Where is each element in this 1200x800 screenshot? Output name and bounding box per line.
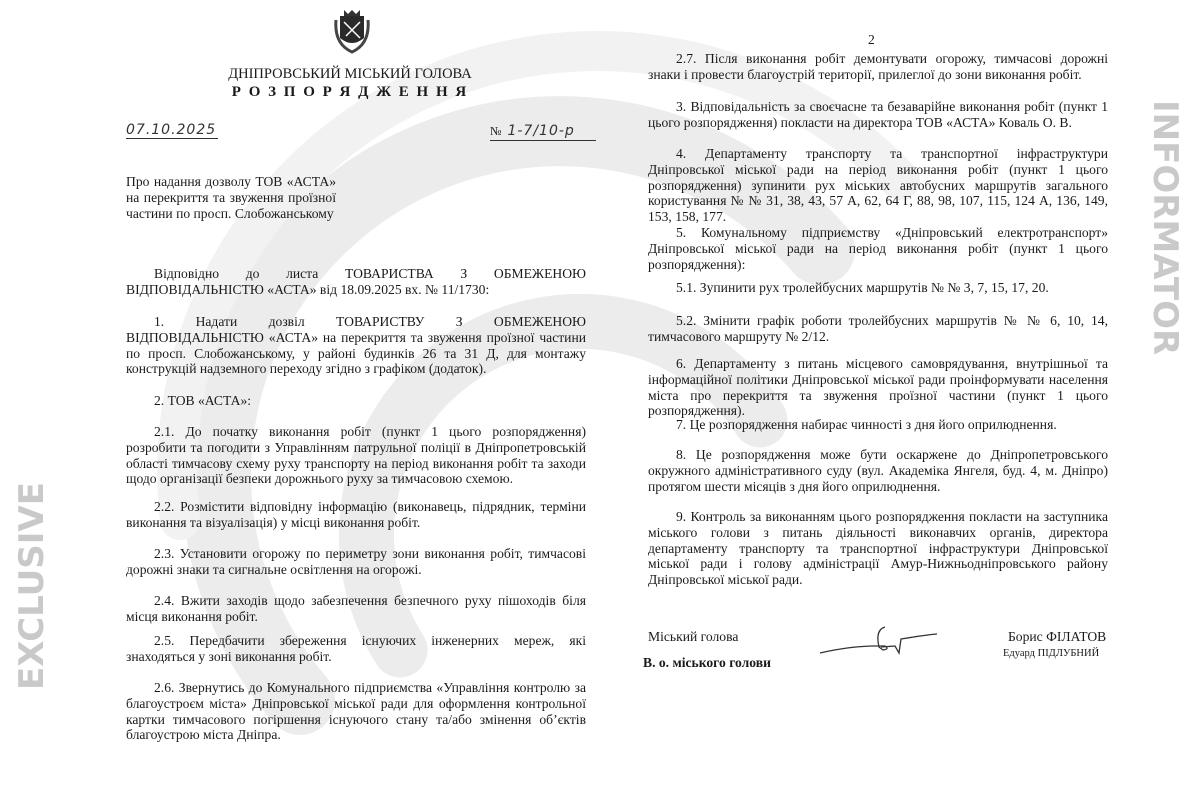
clause-2-3: 2.3. Установити огорожу по периметру зони виконання робіт, тимчасові дорожні знаки та сигнальне освітлення на огорожі. [126, 546, 586, 577]
clause-4: 4. Департаменту транспорту та транспортної інфраструктури Дніпровської міської ради на період виконання робіт (пункт 1 цього розпорядження) зупинити рух міських автобусних маршрутів загального користування № № 31, 38, 43, 57 А, 62, 64 Г, 88, 98, 107, 115, 124 А, 136, 149, 153, 158, 177. [648, 146, 1108, 225]
coat-of-arms-icon [334, 8, 370, 54]
clause-5-1: 5.1. Зупинити рух тролейбусних маршрутів № № 3, 7, 15, 17, 20. [676, 280, 1049, 295]
clause-1: 1. Надати дозвіл ТОВАРИСТВУ З ОБМЕЖЕНОЮ ВІДПОВІДАЛЬНІСТЮ «АСТА» на перекриття та звуження проїзної частини по просп. Слобожанському, у районі будинків 26 та 31 Д, для монтажу конструкцій надземного переходу згідно з графіком (додаток). [126, 314, 586, 377]
clause-2-6: 2.6. Звернутись до Комунального підприємства «Управління контролю за благоустроєм міста» Дніпровської міської ради для оформлення контрольної картки тимчасового погіршення існуючого стану та/або змінення об’єктів благоустрою міста Дніпра. [126, 680, 586, 743]
clause-2: 2. ТОВ «АСТА»: [154, 393, 252, 408]
issuing-authority: ДНІПРОВСЬКИЙ МІСЬКИЙ ГОЛОВА [228, 66, 472, 82]
document-number: 1-7/10-р [507, 123, 575, 139]
signatory-name: Борис ФІЛАТОВ [1008, 629, 1107, 644]
informator-watermark: INFORMATOR [1145, 100, 1185, 356]
page-number: 2 [868, 32, 875, 47]
exclusive-watermark: EXCLUSIVE [12, 482, 52, 690]
clause-2-5: 2.5. Передбачити збереження існуючих інженерних мереж, які знаходяться у зоні виконання робіт. [126, 633, 586, 664]
document-number-field [490, 122, 596, 141]
preamble: Відповідно до листа ТОВАРИСТВА З ОБМЕЖЕНОЮ ВІДПОВІДАЛЬНІСТЮ «АСТА» від 18.09.2025 вх. № 11/1730: [126, 266, 586, 297]
handwritten-signature [815, 625, 940, 660]
document-date: 07.10.2025 [126, 122, 217, 138]
clause-9: 9. Контроль за виконанням цього розпорядження покласти на заступника міського голови з питань діяльності виконавчих органів, директора департаменту транспорту та транспортної інфраструктури Дніпровської міської ради і голову адміністрації Амур-Нижньодніпровського району Дніпровської міської ради. [648, 509, 1108, 588]
clause-6: 6. Департаменту з питань місцевого самоврядування, внутрішньої та інформаційної політики Дніпровської міської ради проінформувати населення міста про перекриття та звуження проїзної частини (пункт 1 цього розпорядження). [648, 356, 1108, 419]
clause-2-4: 2.4. Вжити заходів щодо забезпечення безпечного руху пішоходів біля місця виконання робіт. [126, 593, 586, 624]
clause-5: 5. Комунальному підприємству «Дніпровський електротранспорт» Дніпровської міської ради на період виконання робіт (пункт 1 цього розпорядження): [648, 225, 1108, 272]
signatory-position: Міський голова [648, 629, 739, 644]
clause-5-2: 5.2. Змінити графік роботи тролейбусних маршрутів № № 6, 10, 14, тимчасового маршруту № 2/12. [648, 313, 1108, 344]
clause-7: 7. Це розпорядження набирає чинності з дня його оприлюднення. [676, 417, 1057, 432]
document-subject: Про надання дозволу ТОВ «АСТА» на перекриття та звуження проїзної частини по просп. Слобожанському [126, 174, 336, 221]
clause-2-1: 2.1. До початку виконання робіт (пункт 1 цього розпорядження) розробити та погодити з Управлінням патрульної поліції в Дніпропетровській області тимчасову схему руху транспорту на період виконання робіт та заходи щодо організації безпеки дорожнього руху за тимчасовою схемою. [126, 424, 586, 487]
acting-signatory-position: В. о. міського голови [643, 655, 771, 670]
clause-3: 3. Відповідальність за своєчасне та безаварійне виконання робіт (пункт 1 цього розпорядження) покласти на директора ТОВ «АСТА» Коваль О. В. [648, 99, 1108, 130]
clause-2-7: 2.7. Після виконання робіт демонтувати огорожу, тимчасові дорожні знаки і провести благоустрій території, прилеглої до зони виконання робіт. [648, 51, 1108, 82]
document-type-title: Р О З П О Р Я Д Ж Е Н Н Я [231, 84, 469, 100]
acting-signatory-name: Едуард ПІДЛУБНИЙ [1003, 648, 1100, 659]
clause-2-2: 2.2. Розмістити відповідну інформацію (виконавець, підрядник, терміни виконання та візуалізація) у місці виконання робіт. [126, 499, 586, 530]
clause-8: 8. Це розпорядження може бути оскаржене до Дніпропетровського окружного адміністративного суду (вул. Академіка Янгеля, буд. 4, м. Дніпро) протягом шести місяців з дня його оприлюднення. [648, 447, 1108, 494]
number-label: № [490, 124, 502, 138]
